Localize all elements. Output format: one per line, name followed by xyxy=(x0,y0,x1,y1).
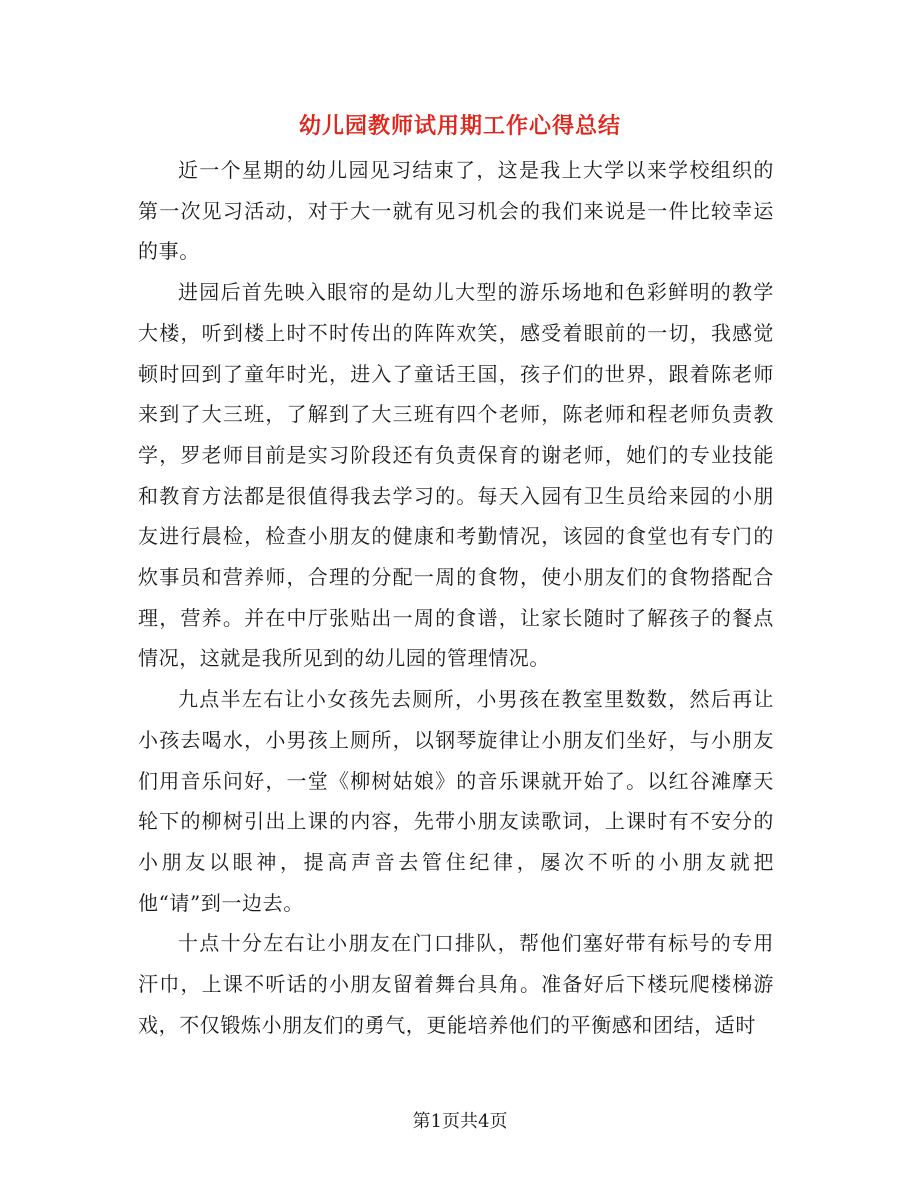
paragraph-1: 近一个星期的幼儿园见习结束了，这是我上大学以来学校组织的第一次见习活动，对于大一就有见习机会的我们来说是一件比较幸运的事。 xyxy=(138,158,774,264)
paragraph-2: 进园后首先映入眼帘的是幼儿大型的游乐场地和色彩鲜明的教学大楼，听到楼上时不时传出的阵阵欢笑，感受着眼前的一切，我感觉顿时回到了童年时光，进入了童话王国，孩子们的世界，跟着陈老师来到了大三班，了解到了大三班有四个老师，陈老师和程老师负责教学，罗老师目前是实习阶段还有负责保育的谢老师，她们的专业技能和教育方法都是很值得我去学习的。每天入园有卫生员给来园的小朋友进行晨检，检查小朋友的健康和考勤情况，该园的食堂也有专门的炊事员和营养师，合理的分配一周的食物，使小朋友们的食物搭配合理，营养。并在中厅张贴出一周的食谱，让家长随时了解孩子的餐点情况，这就是我所见到的幼儿园的管理情况。 xyxy=(138,280,774,671)
page-number-footer: 第1页共4页 xyxy=(412,1111,508,1132)
document-body xyxy=(138,150,774,1045)
paragraph-3: 九点半左右让小女孩先去厕所，小男孩在教室里数数，然后再让小孩去喝水，小男孩上厕所，以钢琴旋律让小朋友们坐好，与小朋友们用音乐问好，一堂《柳树姑娘》的音乐课就开始了。以红谷滩摩天轮下的柳树引出上课的内容，先带小朋友读歌词，上课时有不安分的小朋友以眼神，提高声音去管住纪律，屡次不听的小朋友就把他“请”到一边去。 xyxy=(138,687,774,915)
paragraph-4: 十点十分左右让小朋友在门口排队，帮他们塞好带有标号的专用汗巾，上课不听话的小朋友留着舞台具角。准备好后下楼玩爬楼梯游戏，不仅锻炼小朋友们的勇气，更能培养他们的平衡感和团结，适时 xyxy=(138,931,774,1037)
document-title: 幼儿园教师试用期工作心得总结 xyxy=(298,113,621,139)
